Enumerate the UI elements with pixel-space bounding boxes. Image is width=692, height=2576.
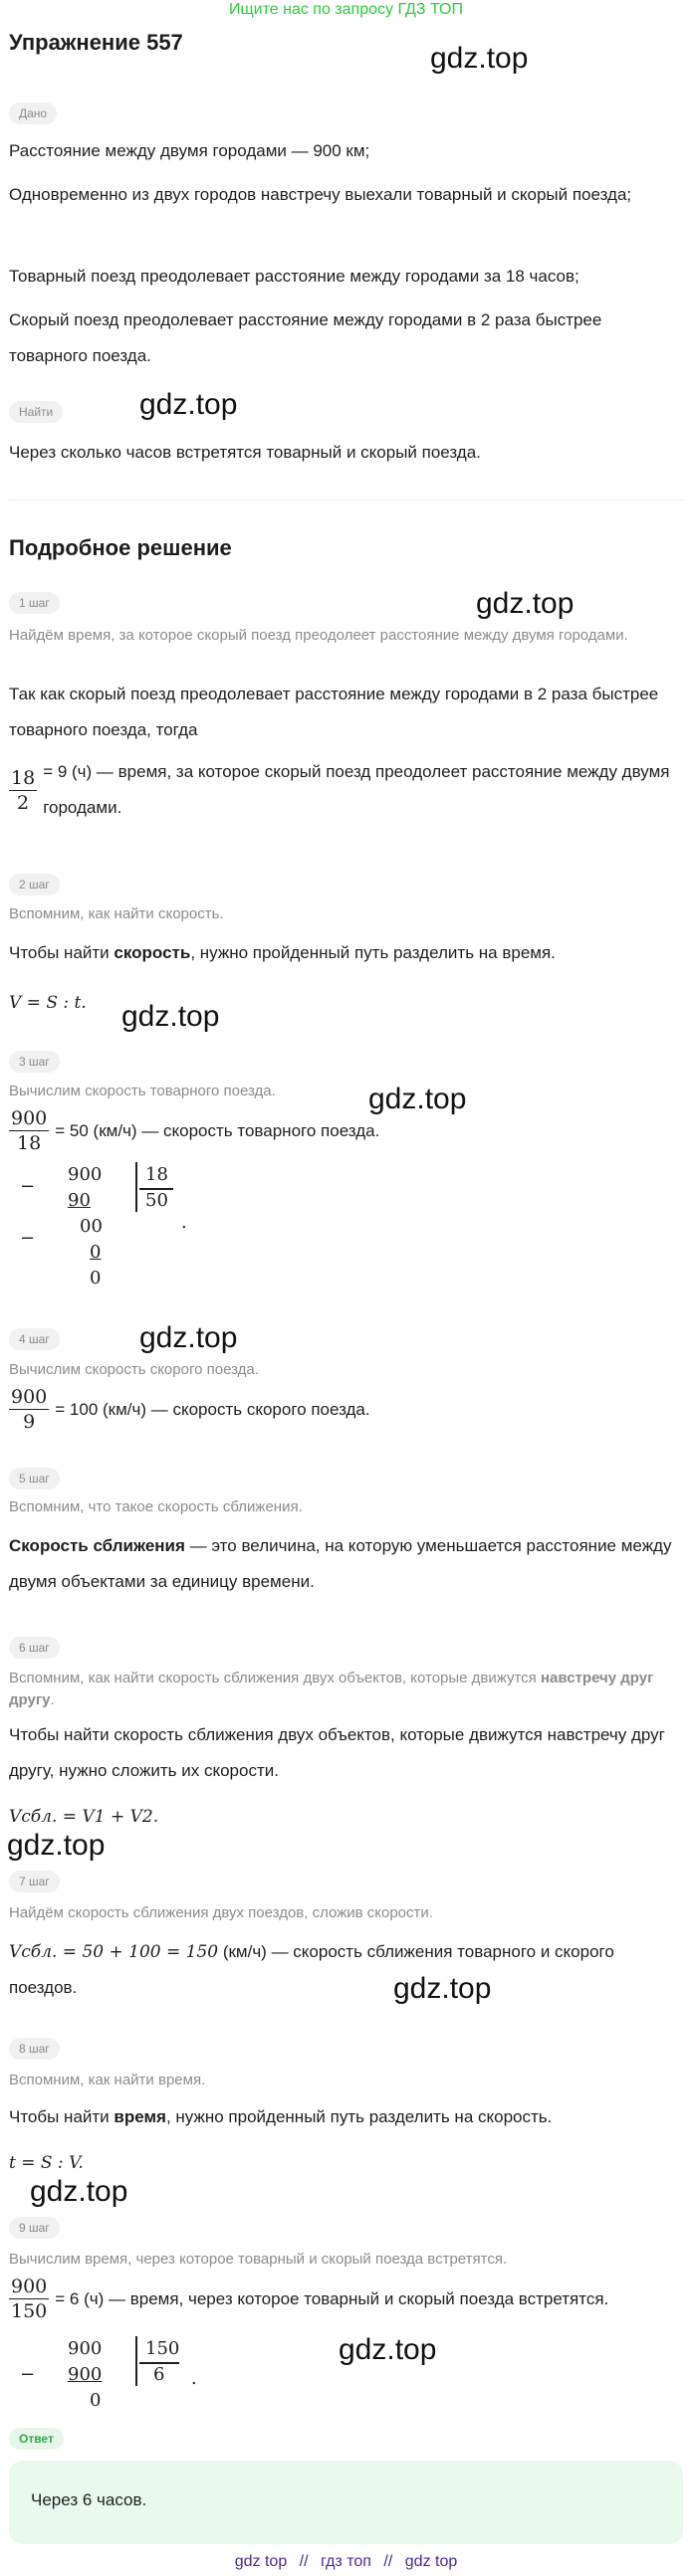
step-text: Так как скорый поезд преодолевает расстояние между городами в 2 раза быстрее товарного поезда, тогда xyxy=(9,685,659,739)
step-chip: 9 шаг xyxy=(9,2217,60,2239)
step-hint: Вспомним, как найти скорость сближения двух объектов, которые движутся навстречу друг другу. xyxy=(9,1670,654,1708)
step-hint: Найдём скорость сближения двух поездов, сложив скорости. xyxy=(9,1904,433,1921)
footer-link[interactable]: гдз топ xyxy=(321,2553,371,2570)
watermark: gdz.top xyxy=(30,2175,128,2208)
given-item: Товарный поезд преодолевает расстояние между городами за 18 часов; xyxy=(9,267,579,286)
fraction: $\frac{900}{9}$ xyxy=(11,1386,48,1433)
footer-link[interactable]: gdz top xyxy=(404,2553,458,2570)
step-chip: 2 шаг xyxy=(9,874,60,895)
step-chip: 5 шаг xyxy=(9,1468,60,1489)
watermark: gdz.top xyxy=(430,42,529,75)
step-formula: t = S : V. xyxy=(9,2153,84,2173)
answer-chip: Ответ xyxy=(9,2428,64,2450)
find-chip: Найти xyxy=(9,401,63,423)
watermark: gdz.top xyxy=(139,388,238,421)
watermark: gdz.top xyxy=(139,1321,238,1354)
watermark: gdz.top xyxy=(368,1083,467,1115)
find-text: Через сколько часов встретятся товарный и скорый поезда. xyxy=(9,443,481,462)
step-hint: Вспомним, как найти время. xyxy=(9,2072,206,2088)
solution-title: Подробное решение xyxy=(9,535,232,560)
step-equation: $\frac{900}{9}$ = 100 (км/ч) — скорость скорого поезда. xyxy=(11,1386,370,1433)
step-text: Скорость сближения — это величина, на которую уменьшается расстояние между двумя объектами за единицу времени. xyxy=(9,1536,672,1591)
step-text: Чтобы найти скорость, нужно пройденный путь разделить на время. xyxy=(9,943,556,962)
given-chip: Дано xyxy=(9,102,57,124)
step-equation: $\frac{18}{2}$ = 9 (ч) — время, за которое скорый поезд преодолеет расстояние между двумя городами. xyxy=(11,762,670,817)
fraction: $\frac{900}{150}$ xyxy=(11,2276,48,2322)
step-chip: 8 шаг xyxy=(9,2038,60,2060)
top-banner[interactable]: Ищите нас по запросу ГДЗ ТОП xyxy=(229,1,463,18)
exercise-title: Упражнение 557 xyxy=(9,30,183,55)
step-chip: 7 шаг xyxy=(9,1871,60,1892)
step-text: Vсбл. = 50 + 100 = 150 (км/ч) — скорость сближения товарного и скорого поездов. xyxy=(9,1942,614,1997)
step-hint: Вспомним, как найти скорость. xyxy=(9,905,224,922)
fraction: $\frac{18}{2}$ xyxy=(11,766,36,814)
step-text: Чтобы найти время, нужно пройденный путь разделить на скорость. xyxy=(9,2107,553,2126)
step-formula: V = S : t. xyxy=(9,993,87,1013)
watermark: gdz.top xyxy=(7,1829,106,1862)
step-equation: $\frac{900}{150}$ = 6 (ч) — время, через которое товарный и скорый поезда встретятся. xyxy=(11,2276,609,2322)
answer-text: Через 6 часов. xyxy=(31,2490,147,2509)
given-item: Расстояние между двумя городами — 900 км; xyxy=(9,141,370,160)
given-item: Скорый поезд преодолевает расстояние между городами в 2 раза быстрее товарного поезда. xyxy=(9,310,602,365)
watermark: gdz.top xyxy=(476,587,575,620)
divider xyxy=(9,499,683,500)
step-hint: Вычислим скорость скорого поезда. xyxy=(9,1361,259,1378)
fraction: $\frac{900}{18}$ xyxy=(11,1107,48,1154)
footer-link[interactable]: gdz top xyxy=(234,2553,288,2570)
footer-links: gdz top // гдз топ // gdz top xyxy=(234,2553,458,2570)
watermark: gdz.top xyxy=(121,1000,220,1033)
watermark: gdz.top xyxy=(339,2333,437,2366)
step-hint: Найдём время, за которое скорый поезд преодолеет расстояние между двумя городами. xyxy=(9,627,628,644)
step-hint: Вспомним, что такое скорость сближения. xyxy=(9,1498,303,1515)
step-chip: 6 шаг xyxy=(9,1637,60,1659)
step-chip: 1 шаг xyxy=(9,592,60,614)
step-hint: Вычислим время, через которое товарный и скорый поезда встретятся. xyxy=(9,2251,508,2268)
step-chip: 4 шаг xyxy=(9,1328,60,1350)
step-text: Чтобы найти скорость сближения двух объектов, которые движутся навстречу друг другу, нужно сложить их скорости. xyxy=(9,1725,665,1780)
step-chip: 3 шаг xyxy=(9,1051,60,1073)
step-hint: Вычислим скорость товарного поезда. xyxy=(9,1083,276,1099)
watermark: gdz.top xyxy=(393,1972,492,2005)
step-equation: $\frac{900}{18}$ = 50 (км/ч) — скорость товарного поезда. xyxy=(11,1107,380,1154)
step-formula: Vсбл. = V1 + V2. xyxy=(9,1807,159,1827)
answer-box xyxy=(9,2461,683,2544)
given-item: Одновременно из двух городов навстречу выехали товарный и скорый поезда; xyxy=(9,185,632,204)
